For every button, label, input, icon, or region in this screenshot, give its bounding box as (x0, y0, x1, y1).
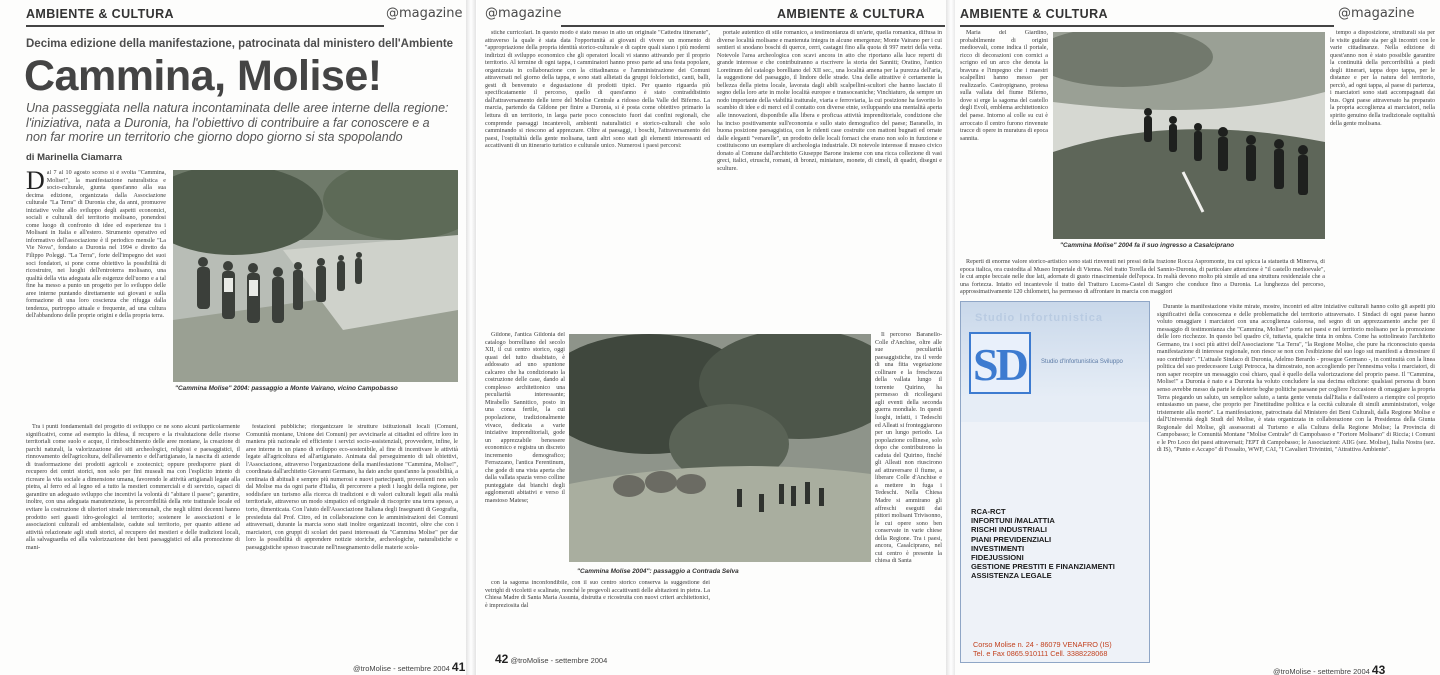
footer-publication: @troMolise - settembre 2004 (510, 656, 608, 665)
magazine-logo: @magazine (485, 6, 562, 21)
text-column: Gildone, l'antica Gildonia del catalogo borrelliano del secolo XII, il cui centro storico, oggi quasi del tutto disabitato, è addossato ad uno spuntone calcareo che ha condizionato la costruzione delle case, dando al complesso architettonico una peculiarità interessante; Mirabello Sannitico, posto in una conca fertile, la cui popolazione, tradizionalmente vivace, dedicata a varie iniziative imprenditoriali, gode un apprezzabile benessere economico e registra un discreto incremento demografico; Ferrazzano, l'antica Ferentinum, che gode di una vista aperta che dalla vallata spazia verso colline punteggiate dai bianchi degli agglomerati abitativi e verso il maestoso Matese; (485, 332, 565, 505)
photo-caption: "Cammina Molise" 2004 fa il suo ingresso a Casalciprano (1060, 242, 1235, 249)
text-column: Durante la manifestazione visite mirate, mostre, incontri ed altre iniziative culturali hanno colto gli aspetti più significativi della conoscenza e delle problematiche del territorio attraversato. I Sindaci di ogni paese hanno voluto omaggiare i marciatori con una accoglienza calorosa, nel segno di un apprezzamento anche per il messaggio di testimonianza che "Cammina, Molise!" porta nei paesi e nel territorio molisano per la promozione delle loro ricchezze. In questo bel quadro c'è, tuttavia, qualche tinta in ombra. Come ha sottolineato l'architetto Germano, tra i soci più attivi dell'Associazione "La Terra", "la Regione Molise, che pure ha riconosciuto questa manifestazione di interesse regionale, non riesce se non con l'esibizione del suo logo sui manifesti a dimostrare il suo contributo". "L'attuale Sindaco di Duronia, Adelmo Berardo - prosegue Germano -, in continuità con la linea politica del suo predecessore Luigi Petrocca, ha dimostrato, non accogliendo per l'ennesima volta i marciatori, di non saper recepire un messaggio così chiaro, qual è quello della valorizzazione del proprio paese. Il "Cammina, Molise!" a Duronia è nato e a Duronia ha voluto concludere la sua decima edizione: qualsiasi persona di buon senso avrebbe messo da parte le deleterie beghe politiche paesane per cogliere l'occasione di omaggiare la propria Terra piegando un saluto, un semplice saluto, a tanta gente venuta dall'Italia e dall'estero a riempire col proprio entusiasmo un paese, che proprio per l'inettitudine politica e la cecità culturale di simili amministratori, volge tristemente alla morte". La manifestazione, patrocinata dal Ministero dei Beni Culturali, dalla Regione Molise e dall'Università degli Studi del Molise, è stata organizzata in collaborazione con la Presidenza della Giunta Regionale del Molise, gli assessorati al Turismo e alla Cultura della Regione Molise; la Provincia di Campobasso; le Comunità Montane "Molise Centrale" di Campobasso e "Fortore Molisano" di Riccia; i Comuni e le Pro Loco dei paesi attraversati; l'EPT di Campobasso; le Associazioni: AIIG (sez. Molise), Italia Nostra (sez. di IS), "Punto e Accapo" di Fossalto, WWF, CAI, "I Cavalieri Trivintini, "Attrattiva Ambiente". (1157, 304, 1435, 454)
page-header (26, 6, 463, 26)
page-42 (477, 0, 952, 675)
article-subtitle: Una passeggiata nella natura incontaminata delle aree interne della regione: l'iniziativa, nata a Duronia, ha l'obiettivo di contribuire a far conoscere e a non far morire un territorio che giorno dopo giorno si sta spopolando (26, 101, 449, 144)
page-number: 43 (1371, 663, 1386, 675)
page-footer (1273, 663, 1385, 675)
hikers-field-photo (569, 334, 871, 562)
text-column: Maria del Giardino, probabilmente di origini medioevali, come indica il portale, ricco di decorazioni con cornici a scrigno ed un arco che denota la bravura e l'impegno che i maestri scalpellini hanno messo per realizzarlo. Castropignano, protesa sulla vallata del fiume Biferno, dove si erge la sagoma del castello degli Evoli, emblema architettonico del paese. Intorno al colle su cui è arroccato il centro furono rinvenute tracce di opere in muratura di epoca sannita. (960, 30, 1048, 142)
drop-cap: D (26, 170, 45, 195)
page-43 (955, 0, 1440, 675)
text-column: tempo a disposizione, strutturali sia per le visite guidate sia per gli incontri con le varie cittadinanze. Nella edizione di quest'anno non è stato possibile garantire la continuità della percorribilità a piedi degli itinerari, tappa dopo tappa, per le distanze e per la natura del territorio, perciò, ad ogni tappa, al paese di partenza, i marciatori sono stati accompagnati dai bus. Ogni paese attraversato ha preparato la propria accoglienza ai marciatori, nella spirito genuino della tradizionale ospitalità della gente molisana. (1330, 30, 1435, 127)
article-title: Cammina, Molise! (24, 52, 382, 100)
text-column: Dal 7 al 10 agosto scorso si è svolta "Cammina, Molise!", la manifestazione naturalistica e socio-culturale, giunta quest'anno alla sua decima edizione, organizzata dalla Associazione culturale "La Terra" di Duronia che, da anni, promuove iniziative volte allo sviluppo degli aspetti economici, sociali e culturali del territorio molisano, ponendosi come luogo di confronto di idee ed esperienze tra i Molisani in Italia e all'estero. Strumento operativo ed informativo dell'associazione è il periodico mensile "La Vie Nova", fondato a Duronia nel 1994 e diretto da Filippo Poleggi. "La Terra", forte dell'impegno dei suoi soci fondatori, si pone come obiettivo la possibilità di ricostruire, nei luoghi dell'entroterra molisano, una qualità della vita adeguata alle esigenze dell'uomo e a tal fine ha messo a punto un progetto per lo sviluppo delle aree interne puntando direttamente sui giovani e sulla formazione di una loro coscienza che rifugga dalla tendenza, purtroppo attuale e frequente, ad una cultura dell'abbandono delle proprie origini e della propria terra. (26, 170, 166, 320)
page-footer (495, 652, 607, 666)
magazine-logo: @magazine (386, 6, 463, 21)
page-number: 42 (495, 652, 509, 666)
header-rule (960, 25, 1334, 27)
hikers-photo (173, 170, 458, 382)
sd-advertisement[interactable] (960, 301, 1150, 663)
photo-caption: "Cammina Molise" 2004: passaggio a Monte Vairano, vicino Campobasso (175, 385, 398, 392)
photo-caption: "Cammina Molise 2004": passaggio a Contrada Selva (577, 568, 739, 575)
page-41 (0, 0, 466, 675)
page-header (485, 6, 945, 26)
footer-publication: @troMolise - settembre 2004 (353, 664, 450, 673)
footer-publication: @troMolise - settembre 2004 (1273, 667, 1370, 675)
section-label: AMBIENTE & CULTURA (26, 7, 174, 21)
header-rule (561, 25, 945, 27)
cyclists-march-photo (1053, 32, 1325, 239)
ad-services-list: RCA-RCT INFORTUNI /MALATTIA RISCHI INDUSTRIALI PIANI PREVIDENZIALI INVESTIMENTI FIDEJUSSIONI GESTIONE PRESTITI E FINANZIAMENTI ASSISTENZA LEGALE (971, 507, 1115, 581)
text-column: stiche curricolari. In questo modo è stato messo in atto un originale "Cattedra itinerante", attraverso la quale è stata data l'opportunità ai giovani di vivere un momento di "appropriazione della propria identità storico-culturale e di capire quali siano i più moderni indirizzi di sviluppo economico che gli operatori locali vi stanno attivando per il proprio territorio. Al termine di ogni tappa, i camminatori hanno preso parte ad una festa popolare, organizzata in collaborazione con la cittadinanza e l'amministrazione dei Comuni attraversati nel giorno della tappa, e sono stati allietati da gruppi folcloristici, canti, balli, gesti di benvenuto e degustazione di prodotti tipici. Per quanto riguarda più specificatamente il percorso, quello di quest'anno è stato contraddistinto dall'attraversamento delle terre del Molise Centrale a ridosso della Valle del Biferno. La marcia, partendo da Gildone per finire a Duronia, si è posta come obiettivo primario la lettura di un territorio, in larga parte poco conosciuto fuori dai confini regionali, che comprende paesaggi incantevoli, ambienti naturalistici e storico-culturali che solo camminando si riescono ad apprezzare. Oltre ai paesaggi, i boschi, l'attraversamento dei paesi, l'ospitalità della gente molisana, tanti altri sono stati gli elementi interessanti ed accattivanti di un itinerario turistico e culturale unico. Numerosi i paesi percorsi: (485, 30, 710, 150)
page-header (960, 6, 1435, 26)
page-number: 41 (451, 660, 466, 674)
text-column: Il percorso Baranello-Colle d'Anchise, oltre alle sue peculiarità paesaggistiche, tra il verde di una fitta vegetazione collinare e la freschezza della vallata lungo il torrente Quirino, ha permesso di ricollegarsi agli eventi della seconda guerra mondiale. In questi luoghi, infatti, i Tedeschi ed Alleati si fronteggiarono per un lungo periodo. La popolazione collinese, solo dopo che contribuirono la caduta del Quirino, finché gli Alleati non riuscirono ad attraversare il fiume, a liberare Colle d'Anchise e a mettere in fuga i Tedeschi. Nella Chiesa Madre si ammirano gli affreschi eseguiti dai pittori molisani Trivisonno, le cui opere sono ben conservate in varie chiese della Regione. Tra i paesi, ancora, Casalciprano, nel cui centro è presente la chiesa di Santa (875, 332, 942, 565)
header-rule (26, 25, 384, 27)
text-column: festazioni pubbliche; riorganizzare le strutture istituzionali locali (Comuni, Comunità montane, Unione dei Comuni) per avvicinarle ai cittadini ed offrire loro in maniera più razionale ed efficiente i servizi socio-assistenziali, provvedere, infine, le aree interne in un piano di sviluppo eco-sostenibile, al fine di incentivare le attività legate all'agricoltura ed all'artigianato. Animata dal perseguimento di tali obiettivi, l'Associazione, attraverso l'organizzazione della manifestazione "Cammina, Molise!", coordinata dall'architetto Giovanni Germano, ha dato anche quest'anno la possibilità, a centinaia di abituali e sempre più numerosi e nuovi partecipanti, provenienti non solo dal Molise ma da ogni parte d'Italia, di percorrere a piedi i luoghi della regione, per soddisfare un turismo alla ricerca di tradizioni e di valori culturali legati alla realtà territoriale, attraverso un modo simpatico ed originale di riscoprire una terra spesso, a torto, dimenticata. Con l'aiuto dell'Associazione Italiana degli Insegnanti di Geografia, presieduta dal Prof. Citro, ed in collaborazione con le amministrazioni dei Comuni attraversati, durante la marcia sono stati inoltre organizzati incontri, oltre che con i marciatori, con gruppi di scolari dei paesi interessati da "Cammina Molise" per dar loro la possibilità di apprendere notizie storiche, archeologiche, naturalistiche e paesaggistiche spesso trascurate nell'insegnamento delle materie scola- (246, 424, 458, 551)
text-column: con la sagoma inconfondibile, con il suo centro storico conserva la suggestione dei vetrighi di vicoletti e scalinate, nonché le pregevoli accattivanti delle abitazioni in pietra. La Chiesa Madre di Santa Maria Assunta, distrutta e ricostruita con nuovi criteri architettonici, è impreziosita dal (485, 580, 710, 609)
page-footer (353, 660, 465, 674)
ad-address: Corso Molise n. 24 - 86079 VENAFRO (IS) Tel. e Fax 0865.910111 Cell. 3388228068 (973, 640, 1112, 658)
article-kicker: Decima edizione della manifestazione, patrocinata dal ministero dell'Ambiente (26, 38, 454, 50)
text-column: portale autentico di stile romanico, a testimonianza di un'arte, quella romanica, diffusa in diverse località molisane e mantenuta integra in alcune emergenze; Monte Vairano per i cui sentieri si snodano boschi di querce, cerri, castagni fino alla quota di 997 metri della vetta. Notevole l'area archeologica con scavi ancora in atto che riportano alla luce reperti di grande interesse e che contribuiranno a riscrivere la storia dei Sanniti; Oratino, l'antico Loretinum del catalogo borelliano del XII sec., una località amena per la purezza dell'aria, la suggestione del paesaggio, il lindore delle strade. Una delle attrattive è certamente la bellezza della pietra locale, lavorata dagli abili scalpellini-scultori che hanno lasciato il segno della loro arte in molte località europee e transoceaniche; Vinchiaturo, da sempre un nodo importante della viabilità tratturale, viaria e ferroviaria, la cui posizione ha favorito lo scambio di idee e di merci ed il contatto con diverse etnie, sviluppando una mentalità aperta alle innovazioni, disponibile alla libera e proficua attività imprenditoriale, condizione che ha inciso positivamente sull'economia e sullo stato demografico del paese; Baranello, in buona posizione paesaggistica, con le ridenti case costruite con mattoni bugnati ed ornate dalle eleganti "venarelle", un prodotto delle locali fornaci che erano non solo in funzione e costituiscono un esemplare di archeologia industriale. Di notevole interesse il museo civico donato al Comune dall'architetto Giuseppe Barone insieme con una ricca collezione di vasi greci, italici, etruschi, romani, di bronzi, miniature, monete, di cimeli, di quadri, disegni e sculture. (717, 30, 942, 172)
text-column: Tra i punti fondamentali del progetto di sviluppo ce ne sono alcuni particolarmente significativi, come ad esempio la difesa, il recupero e la rivalutazione delle risorse territoriali come suolo e acque, il rimboschimento delle aree montane, la creazione di parchi naturali, la valorizzazione dei siti archeologici, religiosi e paesaggistici, il rinnovamento dell'agricoltura, dell'allevamento e dell'artigianato, la nascita di aziende di trasformazione dei prodotti agricoli e zootecnici; oppure predisporre piani di recupero dei centri storici, non solo per fini museali ma con l'esplicito intento di ricreare la vita sociale a dimensione umana, favorendo le attività artigianali legate alla pietra, al ferro ed al legno ed a tutto la mestieri commerciali e di servizio, capaci di garantire un adeguato sviluppo che incentivi la volontà di "abitare il paese"; garantire, inoltre, con una adeguata manutenzione, la percorribilità della rete tratturale locale ed evitare la costruzione di ulteriori strade intercomunali, che negli ultimi decenni hanno prodotto seri guasti idro-geologici al territorio; sostenere le associazioni e le associazioni culturali ed ambientaliste, cadute sul territorio, per quanto attiene ad attività relazionate agli studi storici, al recupero dei mestieri e delle tradizioni locali, alla salvaguardia ed alla valorizzazione dei beni paesaggistici ed alla promozione di mani- (26, 424, 240, 551)
ad-watermark: Studio Infortunistica (975, 312, 1103, 324)
section-label: AMBIENTE & CULTURA (960, 7, 1108, 21)
magazine-logo: @magazine (1338, 6, 1415, 21)
ad-tagline: Studio d'Infortunistica Sviluppo (1041, 359, 1123, 365)
sd-logo: SD (973, 339, 1026, 390)
text-column: Reperti di enorme valore storico-artistico sono stati rinvenuti nei pressi della frazione Rocca Aspromonte, tra cui spicca la statuetta di Minerva, di epoca italica, ora custodita al Museo Imperiale di Vienna. Nel tratto Torella del Sannio-Duronia, di particolare attenzione è "il castello medioevale", le cui ampie beccaie nelle due lati, adornate di gusto rinascimentale dell'epoca. In realtà devono molto più simile ad una struttura residenziale che a una fortezza. Intatto ed incantevole il tratto del Tratturo Lucera-Castel di Sangro che conduce fino a Duronia. La lunghezza del percorso, approssimativamente 120 chilometri, ha permesso di affrontare in marcia con maggiori (960, 259, 1325, 296)
page-gutter (466, 0, 476, 675)
byline: di Marinella Ciamarra (26, 152, 123, 163)
section-label: AMBIENTE & CULTURA (777, 7, 925, 21)
